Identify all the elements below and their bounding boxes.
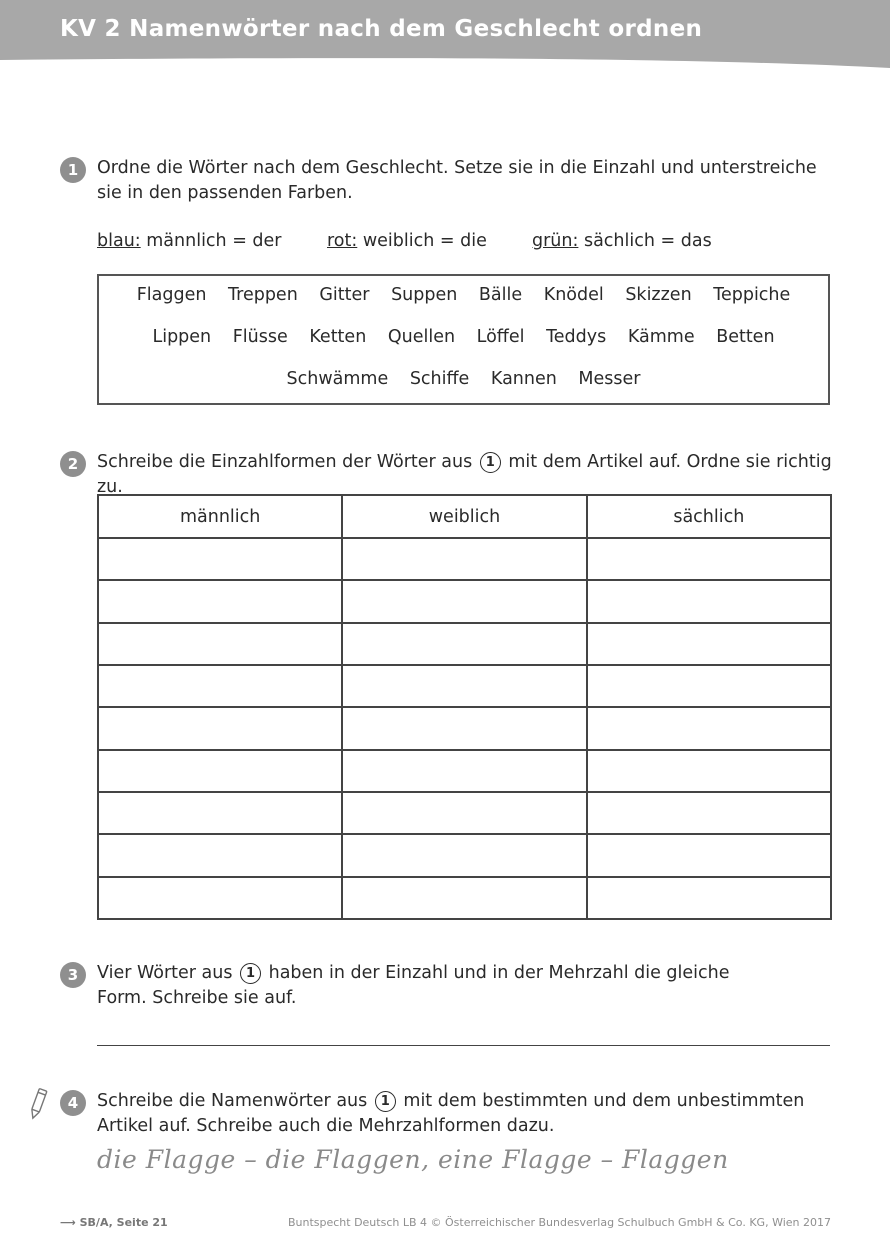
task-2-instruction <box>97 450 857 500</box>
task-number-3: 3 <box>60 962 86 988</box>
task-number-4: 4 <box>60 1090 86 1116</box>
answer-cell[interactable] <box>342 623 586 665</box>
column-header-feminine: weiblich <box>342 495 586 538</box>
legend-blue <box>97 231 282 251</box>
page-title: KV 2 Namenwörter nach dem Geschlecht ordnen <box>60 16 703 42</box>
answer-line <box>97 1045 830 1046</box>
answer-cell[interactable] <box>587 538 831 580</box>
answer-cell[interactable] <box>587 792 831 834</box>
table-header-row <box>98 495 831 538</box>
task-4-text-after: mit dem bestimmten und dem unbestimmten Artikel auf. Schreibe auch die Mehrzahlformen dazu. <box>97 1091 805 1136</box>
task-4-text-before: Schreibe die Namenwörter aus <box>97 1091 373 1111</box>
handwritten-example: die Flagge – die Flaggen, eine Flagge – Flaggen <box>97 1145 729 1174</box>
word-row-2 <box>99 327 828 347</box>
table-row <box>98 707 831 749</box>
gender-table <box>97 494 832 920</box>
table-row <box>98 623 831 665</box>
answer-cell[interactable] <box>342 707 586 749</box>
task-3-text-after: haben in der Einzahl und in der Mehrzahl die gleiche Form. Schreibe sie auf. <box>97 963 730 1008</box>
word: Schiffe <box>409 369 470 389</box>
legend-red <box>327 231 487 251</box>
answer-cell[interactable] <box>587 665 831 707</box>
table-row <box>98 834 831 876</box>
answer-cell[interactable] <box>342 877 586 919</box>
word: Skizzen <box>625 285 692 305</box>
word: Knödel <box>543 285 604 305</box>
task-ref-circle: 1 <box>375 1091 396 1112</box>
word: Suppen <box>391 285 458 305</box>
word: Betten <box>716 327 775 347</box>
word: Teppiche <box>713 285 791 305</box>
footer-reference-text: SB/A, Seite 21 <box>79 1216 168 1229</box>
answer-cell[interactable] <box>98 623 342 665</box>
table-row <box>98 750 831 792</box>
legend-green <box>532 231 712 251</box>
arrow-right-icon: ⟶ <box>60 1216 76 1229</box>
header-band <box>0 0 890 62</box>
answer-cell[interactable] <box>98 665 342 707</box>
word: Treppen <box>228 285 298 305</box>
word-row-3 <box>99 369 828 389</box>
legend-red-color: rot: <box>327 231 358 251</box>
answer-cell[interactable] <box>587 834 831 876</box>
answer-cell[interactable] <box>98 707 342 749</box>
answer-cell[interactable] <box>98 580 342 622</box>
legend-green-color: grün: <box>532 231 579 251</box>
column-header-neuter: sächlich <box>587 495 831 538</box>
table-row <box>98 580 831 622</box>
word: Flüsse <box>232 327 288 347</box>
pencil-icon <box>27 1087 49 1121</box>
word: Messer <box>578 369 641 389</box>
task-3-instruction <box>97 961 757 1011</box>
table-row <box>98 665 831 707</box>
task-4-instruction <box>97 1089 827 1139</box>
footer-reference <box>60 1216 168 1229</box>
answer-cell[interactable] <box>587 707 831 749</box>
answer-cell[interactable] <box>98 834 342 876</box>
word: Gitter <box>319 285 370 305</box>
word: Lippen <box>152 327 212 347</box>
answer-cell[interactable] <box>587 580 831 622</box>
column-header-masculine: männlich <box>98 495 342 538</box>
table-row <box>98 792 831 834</box>
task-ref-circle: 1 <box>240 963 261 984</box>
task-2-text-after: mit dem Artikel auf. Ordne sie richtig zu. <box>97 452 832 497</box>
legend-blue-meaning: männlich = der <box>140 231 282 251</box>
task-ref-circle: 1 <box>480 452 501 473</box>
word: Ketten <box>309 327 367 347</box>
table-row <box>98 538 831 580</box>
word: Kannen <box>490 369 557 389</box>
task-number-2: 2 <box>60 451 86 477</box>
word-row-1 <box>99 285 828 305</box>
answer-cell[interactable] <box>587 623 831 665</box>
word: Teddys <box>546 327 607 347</box>
word: Kämme <box>627 327 695 347</box>
task-number-1: 1 <box>60 157 86 183</box>
task-3-text-before: Vier Wörter aus <box>97 963 239 983</box>
answer-cell[interactable] <box>342 665 586 707</box>
answer-cell[interactable] <box>342 834 586 876</box>
footer-copyright: Buntspecht Deutsch LB 4 © Österreichischer Bundesverlag Schulbuch GmbH & Co. KG, Wien 2017 <box>287 1216 831 1229</box>
answer-cell[interactable] <box>342 750 586 792</box>
answer-cell[interactable] <box>98 792 342 834</box>
table-row <box>98 877 831 919</box>
word: Löffel <box>476 327 525 347</box>
answer-cell[interactable] <box>587 750 831 792</box>
word: Bälle <box>478 285 523 305</box>
answer-cell[interactable] <box>342 580 586 622</box>
answer-cell[interactable] <box>98 538 342 580</box>
word-box <box>97 274 830 405</box>
answer-cell[interactable] <box>98 877 342 919</box>
legend-red-meaning: weiblich = die <box>357 231 487 251</box>
word: Quellen <box>387 327 456 347</box>
task-2-text-before: Schreibe die Einzahlformen der Wörter aus <box>97 452 478 472</box>
answer-cell[interactable] <box>342 792 586 834</box>
answer-cell[interactable] <box>587 877 831 919</box>
answer-cell[interactable] <box>342 538 586 580</box>
answer-cell[interactable] <box>98 750 342 792</box>
legend-blue-color: blau: <box>97 231 141 251</box>
table-body <box>98 538 831 919</box>
legend-green-meaning: sächlich = das <box>578 231 712 251</box>
word: Schwämme <box>286 369 389 389</box>
word: Flaggen <box>136 285 207 305</box>
task-1-instruction: Ordne die Wörter nach dem Geschlecht. Setze sie in die Einzahl und unterstreiche sie in den passenden Farben. <box>97 158 817 203</box>
